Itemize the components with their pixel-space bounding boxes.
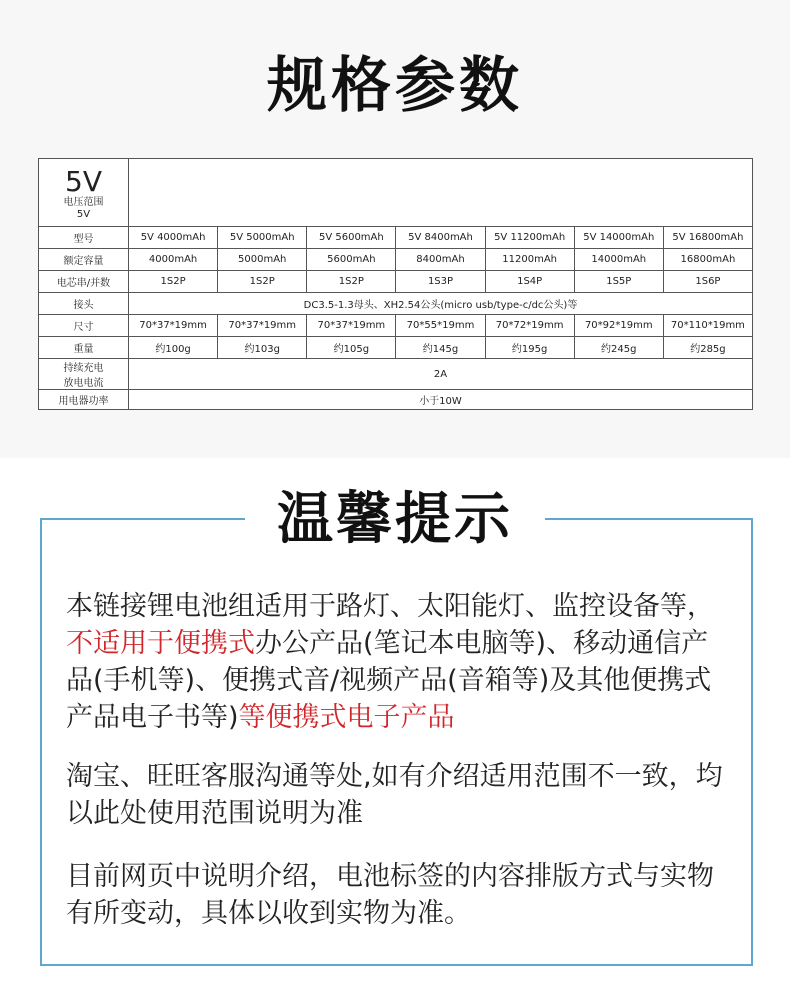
row-label-weight: 重量 [39,337,129,359]
weight-cell: 约100g [129,337,218,359]
voltage-range-label: 电压范围 [63,196,104,208]
spec-title: 规格参数 [267,51,523,121]
capacity-cell: 8400mAh [396,249,485,271]
tips-p1-highlight-2: 等便携式电子产品 [238,702,455,733]
tips-paragraph-3: 目前网页中说明介绍，电池标签的内容排版方式与实物有所变动，具体以收到实物为准。 [66,861,714,929]
config-cell: 1S4P [485,271,574,293]
tips-title: 温馨提示 [277,487,513,552]
header-blank-cell [129,159,753,227]
tips-frame-top-left [40,518,245,520]
size-cell: 70*55*19mm [396,315,485,337]
model-cell: 5V 5600mAh [307,227,396,249]
config-cell: 1S2P [307,271,396,293]
voltage-range-value: 5V [76,208,91,220]
config-cell: 1S2P [218,271,307,293]
config-cell: 1S5P [574,271,663,293]
size-cell: 70*37*19mm [218,315,307,337]
weight-cell: 约103g [218,337,307,359]
capacity-cell: 4000mAh [129,249,218,271]
row-label-current-line1: 持续充电 [63,363,104,374]
size-cell: 70*37*19mm [307,315,396,337]
row-label-config: 电芯串/并数 [39,271,129,293]
weight-cell: 约285g [663,337,752,359]
size-cell: 70*92*19mm [574,315,663,337]
row-label-capacity: 额定容量 [39,249,129,271]
config-cell: 1S3P [396,271,485,293]
table-row-model [39,227,753,249]
weight-cell: 约105g [307,337,396,359]
size-cell: 70*72*19mm [485,315,574,337]
voltage-cell [39,159,129,227]
table-row-power [39,390,753,410]
model-cell: 5V 16800mAh [663,227,752,249]
tips-p1-text-b: 办公产品(笔记本电脑等)、移动通信产品(手机等)、便携式音/视频产品(音箱等)及其他便携式产品电子书等) [66,628,712,733]
model-cell: 5V 14000mAh [574,227,663,249]
model-cell: 5V 4000mAh [129,227,218,249]
table-row-capacity [39,249,753,271]
voltage-value: 5V [65,164,102,198]
table-row-config [39,271,753,293]
tips-p1-highlight-1: 不适用于便携式 [66,628,255,659]
row-label-size: 尺寸 [39,315,129,337]
size-cell: 70*110*19mm [663,315,752,337]
row-label-model: 型号 [39,227,129,249]
tips-paragraph-2: 淘宝、旺旺客服沟通等处,如有介绍适用范围不一致，均以此处使用范围说明为准 [66,761,723,829]
row-label-current-line2: 放电电流 [63,378,104,389]
table-row-header [39,159,753,227]
capacity-cell: 11200mAh [485,249,574,271]
power-cell: 小于10W [129,390,753,410]
current-cell: 2A [129,359,753,390]
model-cell: 5V 11200mAh [485,227,574,249]
model-cell: 5V 8400mAh [396,227,485,249]
capacity-cell: 5600mAh [307,249,396,271]
tips-frame-top-right [545,518,753,520]
capacity-cell: 16800mAh [663,249,752,271]
spec-table [38,158,753,410]
table-row-connector [39,293,753,315]
table-row-current [39,359,753,390]
size-cell: 70*37*19mm [129,315,218,337]
tips-paragraph-1 [66,588,730,736]
capacity-cell: 5000mAh [218,249,307,271]
weight-cell: 约145g [396,337,485,359]
row-label-connector: 接头 [39,293,129,315]
row-label-current [39,359,129,390]
table-row-weight [39,337,753,359]
table-row-size [39,315,753,337]
tips-p1-text-a: 本链接锂电池组适用于路灯、太阳能灯、监控设备等， [66,591,714,622]
capacity-cell: 14000mAh [574,249,663,271]
row-label-power: 用电器功率 [39,390,129,410]
connector-cell: DC3.5-1.3母头、XH2.54公头(micro usb/type-c/dc公头)等 [129,293,753,315]
weight-cell: 约195g [485,337,574,359]
config-cell: 1S6P [663,271,752,293]
model-cell: 5V 5000mAh [218,227,307,249]
weight-cell: 约245g [574,337,663,359]
config-cell: 1S2P [129,271,218,293]
